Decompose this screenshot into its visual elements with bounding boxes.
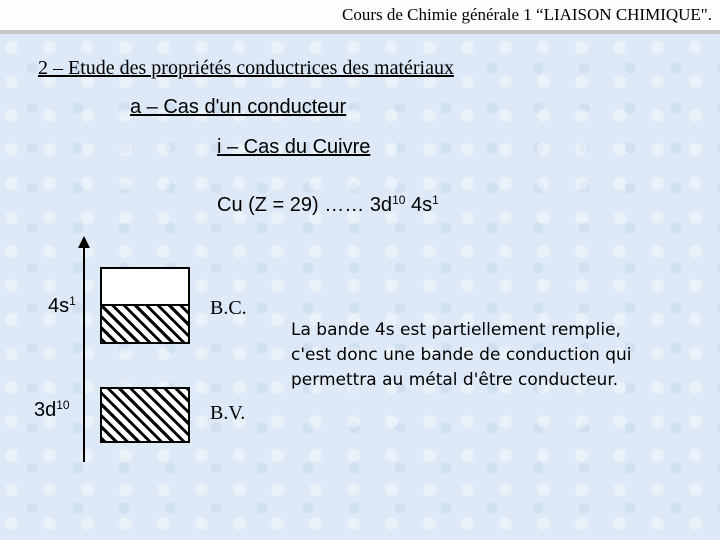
level-label-exponent: 10 <box>56 398 70 412</box>
slide-header <box>0 0 720 30</box>
subsection-title: a – Cas d'un conducteur <box>130 96 347 118</box>
level-label-base: 4s <box>48 295 70 317</box>
explanation-text <box>291 318 711 393</box>
header-divider <box>0 30 720 34</box>
section-title: 2 – Etude des propriétés conductrices des matériaux <box>38 57 454 79</box>
electron-configuration <box>217 193 439 217</box>
level-label-base: 3d <box>34 399 57 421</box>
explanation-line: c'est donc une bande de conduction qui <box>291 345 632 365</box>
valence-band-box <box>100 387 190 443</box>
conduction-band-filled-portion <box>102 304 188 343</box>
explanation-line: La bande 4s est partiellement remplie, <box>291 320 621 340</box>
config-s-base: 4s <box>405 194 433 216</box>
conduction-band-box <box>100 267 190 344</box>
config-prefix: Cu (Z = 29) …… 3d <box>217 194 393 216</box>
subsubsection-title: i – Cas du Cuivre <box>217 136 371 158</box>
energy-axis <box>83 246 85 462</box>
config-s-exponent: 1 <box>432 193 439 207</box>
level-label-exponent: 1 <box>69 294 76 308</box>
level-label-4s <box>48 294 76 318</box>
level-label-3d <box>34 398 70 422</box>
valence-band-label: B.V. <box>210 402 246 424</box>
explanation-line: permettra au métal d'être conducteur. <box>291 370 619 390</box>
course-title: Cours de Chimie générale 1 “LIAISON CHIMIQUE". <box>342 5 712 24</box>
conduction-band-label: B.C. <box>210 297 247 319</box>
config-d-exponent: 10 <box>392 193 406 207</box>
